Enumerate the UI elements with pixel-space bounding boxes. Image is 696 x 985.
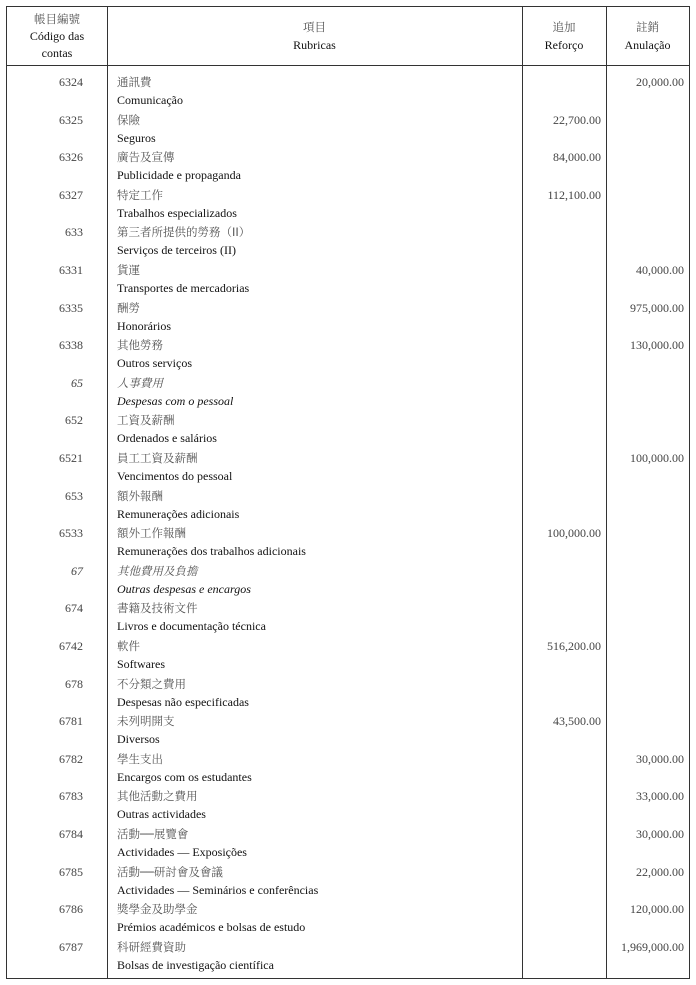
- account-code: 6324: [59, 75, 83, 89]
- rubric-portuguese: Outros serviços: [117, 356, 192, 371]
- table-row: [7, 561, 689, 599]
- table-row: [7, 786, 689, 824]
- rubric-chinese: 員工工資及薪酬: [117, 451, 198, 465]
- table-row: [7, 335, 689, 373]
- table-row: [7, 222, 689, 260]
- account-code: 6784: [59, 827, 83, 841]
- rubric-portuguese: Trabalhos especializados: [117, 205, 237, 220]
- header-rubric-cn: 項目: [303, 20, 326, 34]
- rubric-chinese: 其他活動之費用: [117, 789, 198, 804]
- account-code: 678: [65, 676, 83, 691]
- table-row: [7, 298, 689, 336]
- header-code: [7, 7, 107, 65]
- anulacao-value: 22,000.00: [636, 864, 684, 879]
- rubric-chinese: 保險: [117, 112, 140, 127]
- table-row: [7, 937, 689, 975]
- anulacao-value: 30,000.00: [636, 827, 684, 841]
- rubric-chinese: 第三者所提供的勞務（II）: [117, 225, 251, 240]
- anulacao-value: 33,000.00: [636, 789, 684, 804]
- rubric-chinese: 活動──展覽會: [117, 827, 189, 841]
- anulacao-value: 20,000.00: [636, 75, 684, 89]
- rubric-portuguese: Vencimentos do pessoal: [117, 469, 233, 483]
- account-code: 6327: [59, 187, 83, 202]
- anulacao-value: 975,000.00: [630, 300, 684, 315]
- rubric-portuguese: Comunicação: [117, 93, 183, 107]
- account-code: 6786: [59, 902, 83, 917]
- header-anulacao-cn: 註銷: [636, 20, 659, 34]
- reforco-value: 22,700.00: [553, 112, 601, 127]
- rubric-chinese: 通訊費: [117, 75, 152, 89]
- account-code: 67: [71, 563, 83, 578]
- table-row: [7, 749, 689, 787]
- rubric-portuguese: Remunerações adicionais: [117, 506, 240, 521]
- account-code: 674: [65, 601, 83, 616]
- rubric-chinese: 其他費用及負擔: [117, 563, 198, 578]
- table-row: [7, 410, 689, 448]
- header-reforco: [522, 7, 606, 65]
- account-code: 6331: [59, 263, 83, 277]
- rubric-portuguese: Diversos: [117, 732, 160, 747]
- table-row: [7, 448, 689, 486]
- rubric-portuguese: Despesas com o pessoal: [117, 393, 234, 408]
- rubric-chinese: 工資及薪酬: [117, 413, 175, 428]
- rubric-chinese: 不分類之費用: [117, 676, 186, 691]
- account-code: 6325: [59, 112, 83, 127]
- account-code: 6338: [59, 338, 83, 353]
- table-row: [7, 260, 689, 298]
- anulacao-value: 1,969,000.00: [621, 939, 684, 954]
- account-code: 6742: [59, 639, 83, 653]
- header-anulacao: [606, 7, 689, 65]
- anulacao-value: 30,000.00: [636, 751, 684, 766]
- reforco-value: 516,200.00: [547, 639, 601, 653]
- rubric-portuguese: Prémios académicos e bolsas de estudo: [117, 920, 306, 935]
- rubric-portuguese: Publicidade e propaganda: [117, 168, 241, 183]
- table-row: [7, 72, 689, 110]
- rubric-portuguese: Despesas não especificadas: [117, 694, 249, 709]
- header-rubric: [107, 7, 522, 65]
- table-row: [7, 185, 689, 223]
- account-code: 6533: [59, 526, 83, 541]
- rubric-chinese: 廣告及宣傳: [117, 150, 175, 165]
- table-row: [7, 711, 689, 749]
- table-row: [7, 598, 689, 636]
- rubric-portuguese: Transportes de mercadorias: [117, 281, 250, 295]
- reforco-value: 112,100.00: [547, 187, 601, 202]
- account-code: 6326: [59, 150, 83, 165]
- rubric-portuguese: Remunerações dos trabalhos adicionais: [117, 544, 306, 559]
- rubric-portuguese: Livros e documentação técnica: [117, 619, 266, 634]
- account-code: 6521: [59, 451, 83, 465]
- rubric-chinese: 活動──研討會及會議: [117, 864, 223, 879]
- account-code: 6785: [59, 864, 83, 879]
- rubric-portuguese: Serviços de terceiros (II): [117, 243, 236, 258]
- rubric-portuguese: Bolsas de investigação científica: [117, 957, 274, 972]
- table-row: [7, 862, 689, 900]
- rubric-chinese: 貨運: [117, 263, 140, 277]
- rubric-chinese: 其他勞務: [117, 338, 163, 353]
- rubric-portuguese: Softwares: [117, 657, 165, 671]
- rubric-chinese: 額外報酬: [117, 488, 163, 503]
- header-divider: [7, 65, 689, 66]
- rubric-chinese: 軟件: [117, 639, 140, 653]
- rubric-chinese: 人事費用: [117, 375, 163, 390]
- anulacao-value: 130,000.00: [630, 338, 684, 353]
- header-code-pt: Código das contas: [29, 29, 85, 60]
- reforco-value: 100,000.00: [547, 526, 601, 541]
- account-code: 6783: [59, 789, 83, 804]
- anulacao-value: 40,000.00: [636, 263, 684, 277]
- table-row: [7, 486, 689, 524]
- rubric-portuguese: Actividades — Seminários e conferências: [117, 882, 319, 897]
- table-row: [7, 636, 689, 674]
- account-code: 652: [65, 413, 83, 428]
- table-row: [7, 373, 689, 411]
- rubric-portuguese: Honorários: [117, 318, 171, 333]
- header-rubric-pt: Rubricas: [293, 38, 336, 52]
- table-row: [7, 110, 689, 148]
- account-code: 6335: [59, 300, 83, 315]
- account-code: 65: [71, 375, 83, 390]
- reforco-value: 84,000.00: [553, 150, 601, 165]
- table-row: [7, 899, 689, 937]
- rubric-portuguese: Outras despesas e encargos: [117, 581, 251, 596]
- rubric-chinese: 獎學金及助學金: [117, 902, 198, 917]
- account-code: 6787: [59, 939, 83, 954]
- rubric-chinese: 未列明開支: [117, 714, 175, 729]
- account-code: 6781: [59, 714, 83, 729]
- header-reforco-pt: Reforço: [544, 38, 584, 52]
- header-reforco-cn: 追加: [552, 20, 576, 34]
- account-code: 6782: [59, 751, 83, 766]
- rubric-chinese: 學生支出: [117, 751, 163, 766]
- reforco-value: 43,500.00: [553, 714, 601, 729]
- account-code: 653: [65, 488, 83, 503]
- table-row: [7, 523, 689, 561]
- table-row: [7, 674, 689, 712]
- rubric-chinese: 科研經費資助: [117, 939, 186, 954]
- rubric-chinese: 書籍及技術文件: [117, 601, 198, 616]
- account-code: 633: [65, 225, 83, 240]
- rubric-portuguese: Outras actividades: [117, 807, 206, 822]
- anulacao-value: 100,000.00: [630, 451, 684, 465]
- header-anulacao-pt: Anulação: [624, 38, 671, 52]
- table-row: [7, 147, 689, 185]
- rubric-chinese: 特定工作: [117, 187, 163, 202]
- table-row: [7, 824, 689, 862]
- budget-table: [6, 6, 690, 979]
- rubric-portuguese: Actividades — Exposições: [117, 845, 247, 859]
- rubric-portuguese: Seguros: [117, 130, 156, 145]
- rubric-portuguese: Encargos com os estudantes: [117, 769, 252, 784]
- rubric-chinese: 額外工作報酬: [117, 526, 186, 541]
- rubric-chinese: 酬勞: [117, 300, 140, 315]
- rubric-portuguese: Ordenados e salários: [117, 431, 217, 446]
- header-code-cn: 帳目編號: [34, 12, 80, 26]
- anulacao-value: 120,000.00: [630, 902, 684, 917]
